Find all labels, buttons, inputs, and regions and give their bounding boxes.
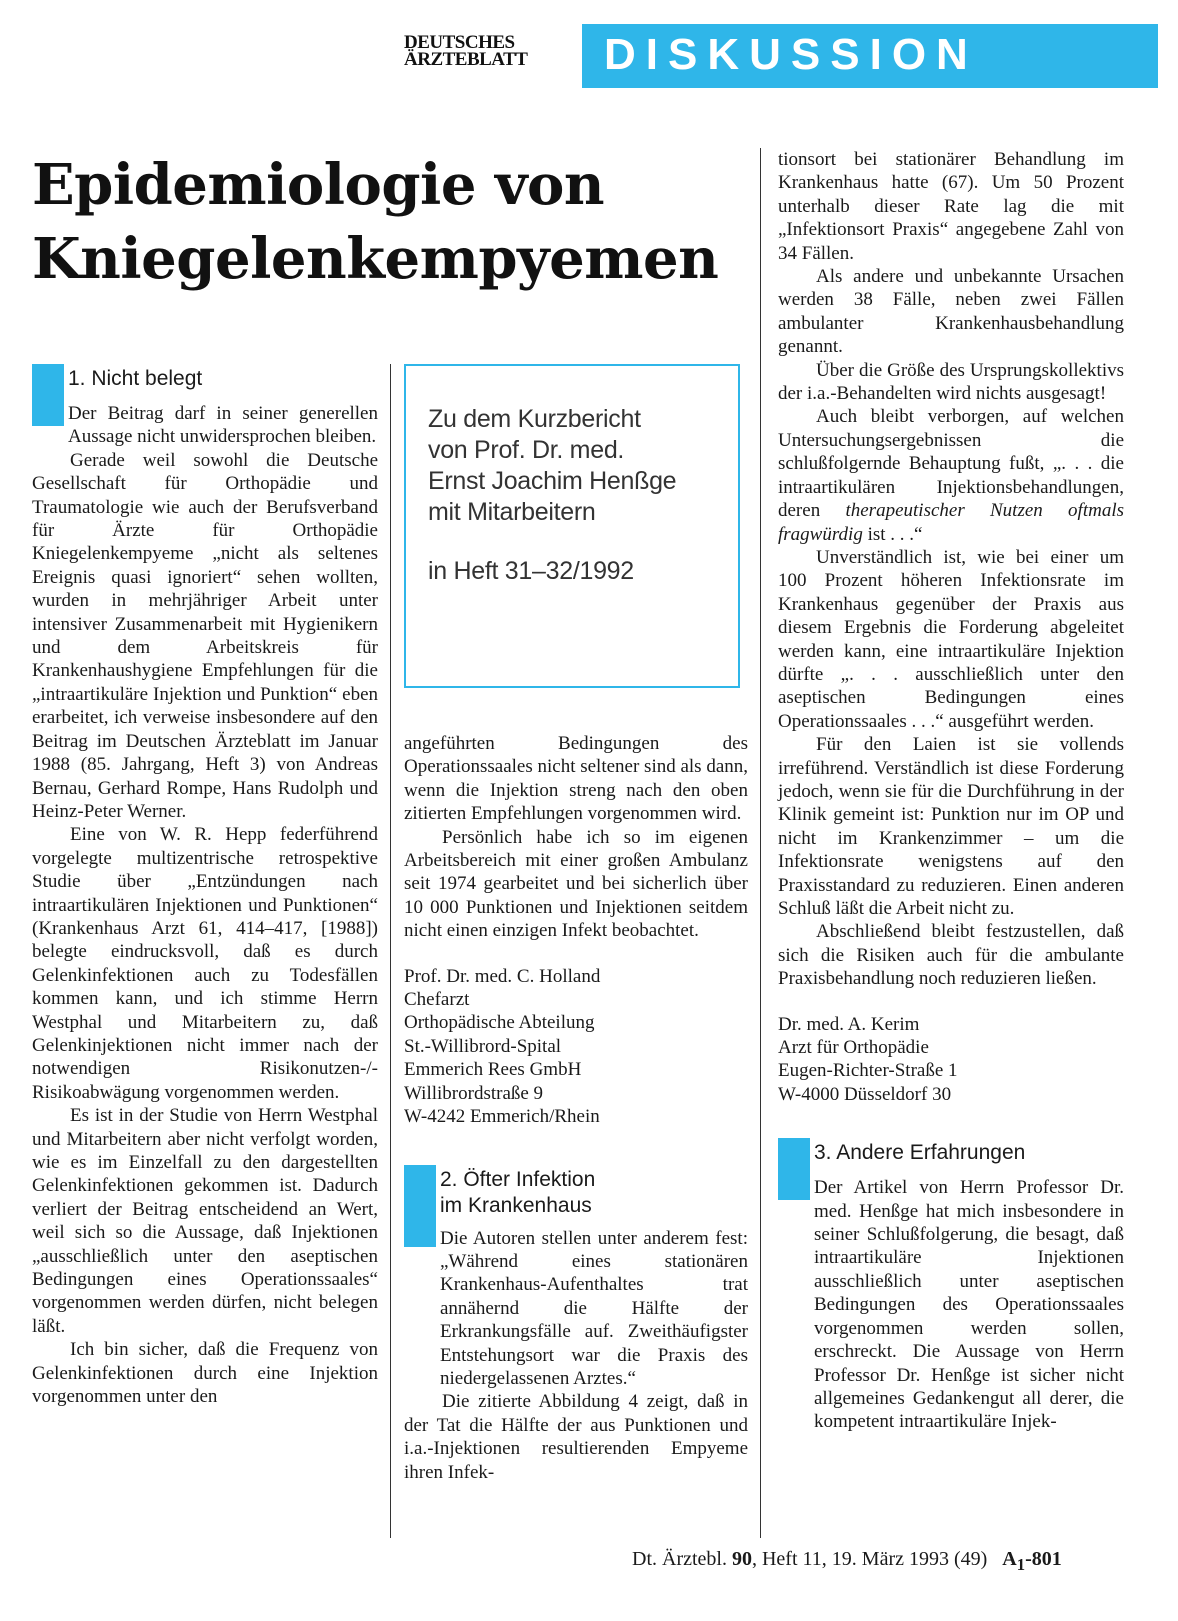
- letter1-paragraph: Es ist in der Studie von Herrn Westphal und Mitarbeitern aber nicht verfolgt worden, wie es im Einzelfall zu den dargestellten Gelenkinfektionen gekommen ist. Dadurch verliert der Beitrag entscheidend an Wert, weil sich so die Aussage, daß Injektionen „ausschließlich unter den aseptischen Bedingungen eines Operationssaales“ vorgenommen werden dürfen, nicht belegen läßt.: [32, 1105, 378, 1337]
- section-label: DISKUSSION: [604, 30, 978, 79]
- footer-journal: Dt. Ärztebl.: [632, 1548, 727, 1570]
- letter1-paragraph: Ich bin sicher, daß die Frequenz von Gelenkinfektionen durch eine Injektion vorgenommen unter den: [32, 1339, 378, 1408]
- reference-issue: in Heft 31–32/1992: [428, 557, 634, 585]
- letter2-quote-italic: therapeutischer Nutzen oftmals fragwürdig: [778, 500, 1124, 545]
- letter1-paragraph: Persönlich habe ich so im eigenen Arbeitsbereich mit einer großen Ambulanz seit 1974 gearbeitet und bei sicherlich über 10 000 Punktionen und Injektionen seitdem nicht einen einzigen Infekt beobachtet.: [404, 826, 748, 942]
- footer-page: [1002, 1548, 1062, 1574]
- letter2-paragraph: Abschließend bleibt festzustellen, daß sich die Risiken auch für die ambulante Praxisbehandlung noch reduzieren ließen.: [778, 921, 1124, 990]
- letter2-paragraph: tionsort bei stationärer Behandlung im Krankenhaus hatte (67). Um 50 Prozent unterhalb dieser Rate lag die mit „Infektionsort Praxis“ angegebene Zahl von 34 Fällen.: [778, 149, 1124, 264]
- letter1-heading-text: 1. Nicht belegt: [68, 367, 203, 390]
- section-banner: [582, 24, 1158, 88]
- letter2-signature: [778, 1013, 1124, 1107]
- letter3-heading-text: 3. Andere Erfahrungen: [814, 1141, 1026, 1165]
- heading-marker: [778, 1138, 810, 1200]
- signature-line: W-4242 Emmerich/Rhein: [404, 1106, 600, 1128]
- signature-line: Arzt für Orthopädie: [778, 1037, 929, 1059]
- heading-marker: [404, 1165, 436, 1247]
- letter2-paragraph: Die Autoren stellen unter anderem fest: „Während eines stationären Krankenhaus-Aufenthaltes trat annähernd die Hälfte der Erkrankungsfälle auf. Zweithäufigster Entstehungsort war die Praxis des niedergelassenen Arztes.“: [440, 1227, 748, 1389]
- signature-line: Willibrordstraße 9: [404, 1082, 544, 1104]
- footer-page-sub: 1: [1016, 1555, 1026, 1574]
- footer-volume: 90: [731, 1548, 752, 1570]
- signature-line: Prof. Dr. med. C. Holland: [404, 965, 601, 987]
- letter2-paragraph: [778, 405, 1124, 545]
- letter2-paragraph: Als andere und unbekannte Ursachen werden 38 Fälle, neben zwei Fällen ambulanter Krankenhausbehandlung genannt.: [778, 266, 1124, 358]
- footer-issue: , Heft 11, 19. März 1993 (49): [751, 1548, 988, 1570]
- reference-line: mit Mitarbeitern: [428, 498, 596, 526]
- column-1: [32, 364, 378, 1408]
- letter2-text: ist . . .“: [862, 523, 923, 545]
- signature-line: St.-Willibrord-Spital: [404, 1035, 562, 1057]
- letter1-paragraph: angeführten Bedingungen des Operationssaales nicht seltener sind als dann, wenn die Injektion streng nach den oben zitierten Empfehlungen vorgenommen wird.: [404, 733, 749, 825]
- masthead-line1: DEUTSCHES: [404, 32, 515, 53]
- masthead-line2: ÄRZTEBLATT: [404, 49, 528, 70]
- signature-line: Chefarzt: [404, 989, 470, 1011]
- letter3-paragraph: Der Artikel von Herrn Professor Dr. med. Henßge hat mich insbesondere in seiner Schlußfolgerung, die besagt, daß intraartikuläre Injektionen ausschließlich unter aseptischen Bedingungen des Operationssaales vorgenommen werden sollen, erschreckt. Die Aussage von Herrn Professor Dr. Henßge ist sicher nicht allgemeines Gedankengut all derer, die kompetent intraartikuläre Injek-: [814, 1177, 1124, 1433]
- column-2: [404, 732, 748, 1484]
- column-divider-right: [760, 148, 761, 1538]
- signature-line: Eugen-Richter-Straße 1: [778, 1060, 958, 1082]
- letter1-signature: [404, 965, 748, 1129]
- reference-line: Zu dem Kurzbericht: [428, 405, 641, 433]
- letter1-paragraph: Der Beitrag darf in seiner generellen Aussage nicht unwidersprochen bleiben.: [68, 403, 378, 448]
- signature-line: Dr. med. A. Kerim: [778, 1013, 920, 1035]
- letter1-paragraph: Eine von W. R. Hepp federführend vorgelegte multizentrische retrospektive Studie über „Entzündungen nach intraartikulären Injektionen und Punktionen“ (Krankenhaus Arzt 61, 414–417, [1988]) belegte eindrucksvoll, daß es durch Gelenkinfektionen auch zu Todesfällen kommen kann, und ich stimme Herrn Westphal und Mitarbeitern zu, daß Gelenkinjektionen nicht immer nach der notwendigen Risikonutzen-/-Risikoabwägung vorgenommen werden.: [32, 824, 378, 1103]
- letter2-heading-line2: im Krankenhaus: [440, 1193, 592, 1217]
- reference-box: [404, 364, 740, 688]
- title-line2: Kniegelenkempyemen: [32, 226, 719, 292]
- letter2-text: Auch bleibt verborgen, auf welchen Untersuchungsergebnissen die schlußfolgernde Behauptung fußt, „. . . die intraartikulären Injektionsbehandlungen, deren: [778, 406, 1124, 522]
- footer-page-prefix: A: [1002, 1548, 1017, 1570]
- column-divider-left: [390, 364, 391, 1538]
- title-line1: Epidemiologie von: [32, 152, 605, 218]
- letter2-heading-text: [440, 1165, 595, 1219]
- article-title: [32, 148, 718, 296]
- letter2-paragraph: Über die Größe des Ursprungskollektivs der i.a.-Behandelten wird nichts ausgesagt!: [778, 359, 1124, 405]
- letter2-paragraph: Die zitierte Abbildung 4 zeigt, daß in der Tat die Hälfte der aus Punktionen und i.a.-Injektionen resultierenden Empyeme ihren Infek-: [404, 1391, 748, 1483]
- signature-line: Emmerich Rees GmbH: [404, 1059, 582, 1081]
- journal-masthead: [404, 34, 527, 68]
- reference-line: Ernst Joachim Henßge: [428, 467, 677, 495]
- letter1-paragraph: Gerade weil sowohl die Deutsche Gesellschaft für Orthopädie und Traumatologie wie auch der Berufsverband für Ärzte für Orthopädie Kniegelenkempyeme „nicht als seltenes Ereignis quasi ignoriert“ sehen wollten, wurden in mehrjähriger Arbeit unter intensiver Zusammenarbeit mit Hygienikern und dem Arbeitskreis für Krankenhaushygiene Empfehlungen für die „intraartikuläre Injektion und Punktion“ eben erarbeitet, ich verweise insbesondere auf den Beitrag im Deutschen Ärzteblatt im Januar 1988 (85. Jahrgang, Heft 3) von Andreas Bernau, Gerhard Rompe, Hans Rudolph und Heinz-Peter Werner.: [32, 449, 378, 822]
- letter2-paragraph: Für den Laien ist sie vollends irreführend. Verständlich ist diese Forderung jedoch, wenn sie für die Durchführung in der Klinik gemeint ist: Punktion nur im OP und nicht im Krankenzimmer – um die Infektionsrate wenigstens auf den Praxisstandard zu reduzieren. Einen anderen Schluß läßt die Arbeit nicht zu.: [778, 734, 1124, 919]
- page-footer: [632, 1548, 1062, 1575]
- heading-marker: [32, 364, 64, 426]
- signature-line: Orthopädische Abteilung: [404, 1012, 595, 1034]
- reference-line: von Prof. Dr. med.: [428, 436, 625, 464]
- signature-line: W-4000 Düsseldorf 30: [778, 1083, 952, 1105]
- column-3: [778, 148, 1124, 1434]
- letter2-paragraph: Unverständlich ist, wie bei einer um 100 Prozent höheren Infektionsrate im Krankenhaus gegenüber der Praxis aus diesem Ergebnis die Forderung abgeleitet werden kann, eine intraartikuläre Injektion dürfte „. . . ausschließlich unter den aseptischen Bedingungen eines Operationssaales . . .“ ausgeführt werden.: [778, 546, 1124, 732]
- footer-page-number: -801: [1025, 1548, 1062, 1570]
- letter2-heading-line1: 2. Öfter Infektion: [440, 1167, 596, 1191]
